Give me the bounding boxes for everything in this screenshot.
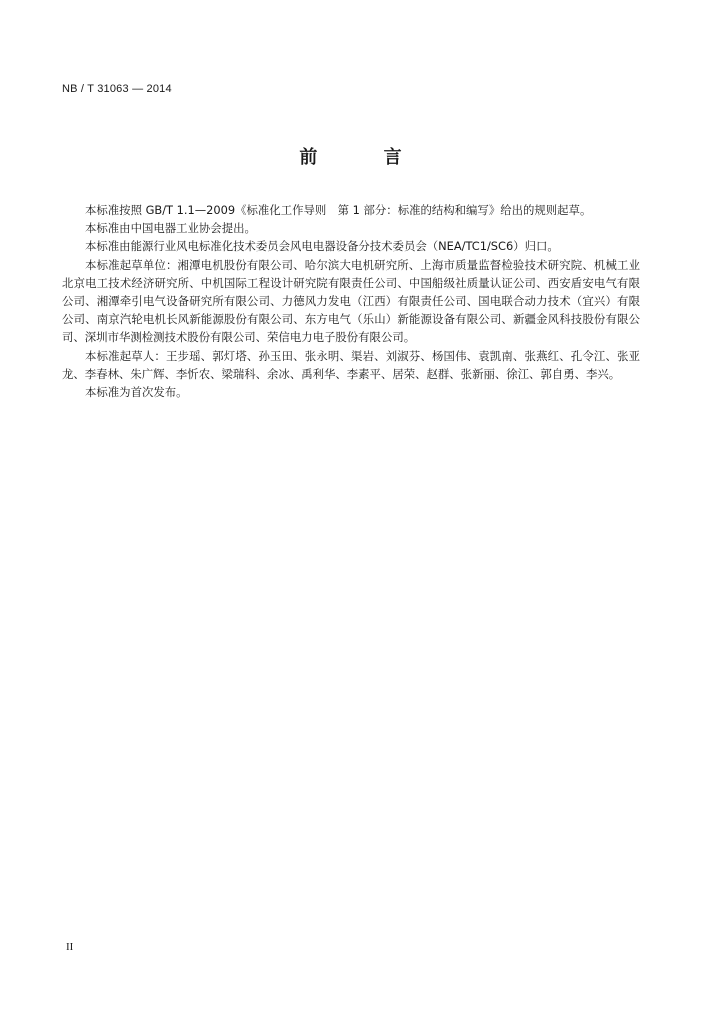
paragraph-drafting-units: 本标准起草单位：湘潭电机股份有限公司、哈尔滨大电机研究所、上海市质量监督检验技术研究院、机械工业北京电工技术经济研究所、中机国际工程设计研究院有限责任公司、中国船级社质量认证公司、西安盾安电气有限公司、湘潭牵引电气设备研究所有限公司、力德风力发电（江西）有限责任公司、国电联合动力技术（宜兴）有限公司、南京汽轮电机长风新能源股份有限公司、东方电气（乐山）新能源设备有限公司、新疆金风科技股份有限公司、深圳市华测检测技术股份有限公司、荣信电力电子股份有限公司。 — [62, 257, 640, 345]
standard-code-header: NB / T 31063 — 2014 — [62, 83, 172, 95]
paragraph-proposer: 本标准由中国电器工业协会提出。 — [85, 221, 256, 236]
paragraph-drafting-rules: 本标准按照 GB/T 1.1—2009《标准化工作导则 第 1 部分：标准的结构和编写》给出的规则起草。 — [85, 203, 592, 217]
paragraph-drafters: 本标准起草人：王步瑶、郭灯塔、孙玉田、张永明、渠岩、刘淑芬、杨国伟、袁凯南、张燕红、孔令江、张亚龙、李春林、朱广辉、李忻农、梁瑞科、余冰、禹利华、李素平、居荣、赵群、张新丽、徐江、郭自勇、李兴。 — [62, 348, 640, 381]
paragraph-first-release: 本标准为首次发布。 — [85, 385, 188, 400]
foreword-body — [62, 201, 640, 401]
paragraph-jurisdiction: 本标准由能源行业风电标准化技术委员会风电电器设备分技术委员会（NEA/TC1/SC6）归口。 — [85, 239, 559, 254]
page-title: 前 言 — [299, 147, 432, 168]
page-number: II — [66, 941, 74, 953]
